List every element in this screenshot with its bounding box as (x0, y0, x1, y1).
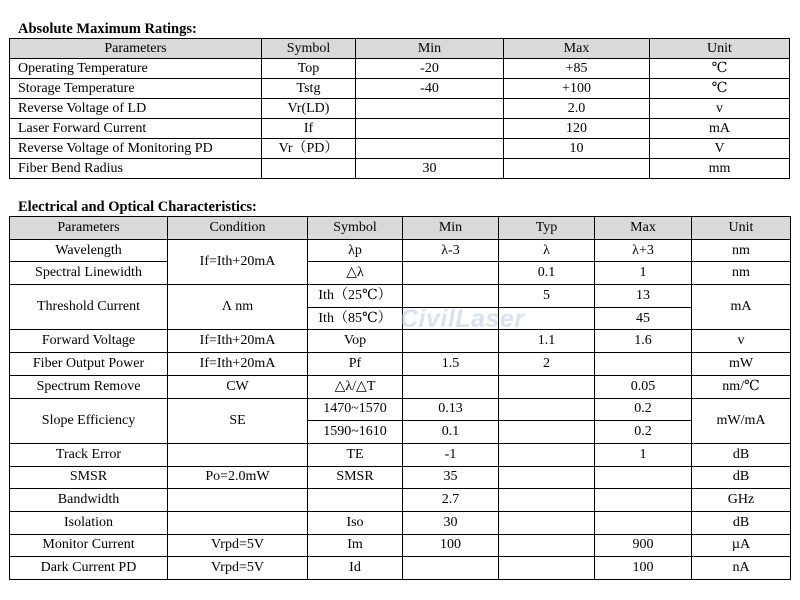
max-cell: 2.0 (504, 99, 650, 119)
param-cell: Reverse Voltage of Monitoring PD (10, 139, 262, 159)
typ-cell (499, 511, 595, 534)
min-cell: -1 (403, 443, 499, 466)
unit-cell: V (650, 139, 790, 159)
symbol-cell: SMSR (308, 466, 403, 489)
abs-max-ratings-table (9, 38, 790, 179)
min-cell: 2.7 (403, 489, 499, 512)
table-row (10, 239, 791, 262)
max-cell: 45 (595, 307, 692, 330)
table-row (10, 79, 790, 99)
condition-cell: CW (168, 375, 308, 398)
param-cell: Monitor Current (10, 534, 168, 557)
unit-cell: nA (692, 557, 791, 580)
symbol-cell: λp (308, 239, 403, 262)
column-header: Min (356, 39, 504, 59)
max-cell (595, 466, 692, 489)
max-cell: 0.2 (595, 398, 692, 421)
symbol-cell: TE (308, 443, 403, 466)
column-header: Max (504, 39, 650, 59)
typ-cell: 2 (499, 353, 595, 376)
column-header: Parameters (10, 39, 262, 59)
symbol-cell: Im (308, 534, 403, 557)
column-header: Symbol (262, 39, 356, 59)
param-cell: Laser Forward Current (10, 119, 262, 139)
watermark-logo: CivilLaser (400, 305, 525, 333)
symbol-cell: Id (308, 557, 403, 580)
symbol-cell: Ith（25℃） (308, 285, 403, 308)
symbol-cell: 1590~1610 (308, 421, 403, 444)
symbol-cell: If (262, 119, 356, 139)
table-row (10, 511, 791, 534)
symbol-cell (308, 489, 403, 512)
symbol-cell: Vr（PD） (262, 139, 356, 159)
table-row (10, 466, 791, 489)
unit-cell: ℃ (650, 59, 790, 79)
typ-cell (499, 307, 595, 330)
eo-characteristics-table (9, 216, 791, 580)
param-cell: Fiber Bend Radius (10, 159, 262, 179)
condition-cell (168, 511, 308, 534)
table-row (10, 375, 791, 398)
param-cell: Threshold Current (10, 285, 168, 330)
min-cell: 30 (356, 159, 504, 179)
symbol-cell: Ith（85℃） (308, 307, 403, 330)
max-cell: λ+3 (595, 239, 692, 262)
max-cell: 10 (504, 139, 650, 159)
min-cell (403, 285, 499, 308)
table-row (10, 159, 790, 179)
min-cell: -20 (356, 59, 504, 79)
typ-cell (499, 534, 595, 557)
symbol-cell: Vr(LD) (262, 99, 356, 119)
unit-cell: µA (692, 534, 791, 557)
max-cell (595, 511, 692, 534)
param-cell: Isolation (10, 511, 168, 534)
min-cell: 0.1 (403, 421, 499, 444)
unit-cell: nm (692, 239, 791, 262)
unit-cell: dB (692, 511, 791, 534)
symbol-cell: Tstg (262, 79, 356, 99)
table-header-row (10, 217, 791, 240)
min-cell: 0.13 (403, 398, 499, 421)
table-row (10, 139, 790, 159)
table-row (10, 59, 790, 79)
typ-cell: 1.1 (499, 330, 595, 353)
condition-cell: If=Ith+20mA (168, 330, 308, 353)
symbol-cell: Pf (308, 353, 403, 376)
eo-characteristics-title: Electrical and Optical Characteristics: (18, 199, 257, 215)
table-row (10, 262, 791, 285)
condition-cell: Po=2.0mW (168, 466, 308, 489)
param-cell: Storage Temperature (10, 79, 262, 99)
max-cell: 0.05 (595, 375, 692, 398)
min-cell (403, 330, 499, 353)
unit-cell: mW/mA (692, 398, 791, 443)
param-cell: Reverse Voltage of LD (10, 99, 262, 119)
max-cell (504, 159, 650, 179)
unit-cell: mA (692, 285, 791, 330)
min-cell: λ-3 (403, 239, 499, 262)
table-header-row (10, 39, 790, 59)
max-cell (595, 353, 692, 376)
min-cell (356, 139, 504, 159)
min-cell (403, 375, 499, 398)
abs-max-ratings-title: Absolute Maximum Ratings: (18, 21, 197, 37)
condition-cell: Vrpd=5V (168, 557, 308, 580)
max-cell: 120 (504, 119, 650, 139)
unit-cell: mm (650, 159, 790, 179)
condition-cell (168, 443, 308, 466)
symbol-cell: △λ/△T (308, 375, 403, 398)
unit-cell: nm/℃ (692, 375, 791, 398)
table-row (10, 489, 791, 512)
symbol-cell: 1470~1570 (308, 398, 403, 421)
param-cell: Operating Temperature (10, 59, 262, 79)
max-cell: +100 (504, 79, 650, 99)
typ-cell: 5 (499, 285, 595, 308)
unit-cell: dB (692, 443, 791, 466)
table-row (10, 557, 791, 580)
symbol-cell: Top (262, 59, 356, 79)
column-header: Condition (168, 217, 308, 240)
unit-cell: v (650, 99, 790, 119)
min-cell (403, 262, 499, 285)
min-cell: 30 (403, 511, 499, 534)
min-cell (356, 99, 504, 119)
max-cell: 0.2 (595, 421, 692, 444)
table-row (10, 330, 791, 353)
max-cell: 1 (595, 262, 692, 285)
column-header: Parameters (10, 217, 168, 240)
param-cell: Track Error (10, 443, 168, 466)
column-header: Max (595, 217, 692, 240)
unit-cell: v (692, 330, 791, 353)
typ-cell (499, 375, 595, 398)
min-cell: 35 (403, 466, 499, 489)
symbol-cell (262, 159, 356, 179)
typ-cell (499, 443, 595, 466)
condition-cell: SE (168, 398, 308, 443)
min-cell: 100 (403, 534, 499, 557)
min-cell: 1.5 (403, 353, 499, 376)
symbol-cell: Vop (308, 330, 403, 353)
typ-cell (499, 398, 595, 421)
column-header: Unit (650, 39, 790, 59)
typ-cell (499, 557, 595, 580)
param-cell: Spectral Linewidth (10, 262, 168, 285)
max-cell: 13 (595, 285, 692, 308)
unit-cell: GHz (692, 489, 791, 512)
param-cell: Forward Voltage (10, 330, 168, 353)
table-row (10, 285, 791, 308)
typ-cell: 0.1 (499, 262, 595, 285)
table-row (10, 353, 791, 376)
table-row (10, 99, 790, 119)
symbol-cell: Iso (308, 511, 403, 534)
table-row (10, 443, 791, 466)
typ-cell (499, 489, 595, 512)
max-cell: 900 (595, 534, 692, 557)
param-cell: Bandwidth (10, 489, 168, 512)
condition-cell: Λ nm (168, 285, 308, 330)
param-cell: Spectrum Remove (10, 375, 168, 398)
min-cell (356, 119, 504, 139)
column-header: Min (403, 217, 499, 240)
min-cell (403, 557, 499, 580)
table-row (10, 119, 790, 139)
column-header: Unit (692, 217, 791, 240)
typ-cell (499, 466, 595, 489)
param-cell: Slope Efficiency (10, 398, 168, 443)
column-header: Symbol (308, 217, 403, 240)
param-cell: Fiber Output Power (10, 353, 168, 376)
min-cell (403, 307, 499, 330)
condition-cell: Vrpd=5V (168, 534, 308, 557)
unit-cell: dB (692, 466, 791, 489)
param-cell: Dark Current PD (10, 557, 168, 580)
table-row (10, 398, 791, 421)
unit-cell: mA (650, 119, 790, 139)
max-cell: 100 (595, 557, 692, 580)
max-cell (595, 489, 692, 512)
condition-cell: If=Ith+20mA (168, 353, 308, 376)
min-cell: -40 (356, 79, 504, 99)
unit-cell: mW (692, 353, 791, 376)
typ-cell: λ (499, 239, 595, 262)
max-cell: 1.6 (595, 330, 692, 353)
symbol-cell: △λ (308, 262, 403, 285)
unit-cell: ℃ (650, 79, 790, 99)
table-row (10, 534, 791, 557)
column-header: Typ (499, 217, 595, 240)
unit-cell: nm (692, 262, 791, 285)
condition-cell: If=Ith+20mA (168, 239, 308, 284)
param-cell: Wavelength (10, 239, 168, 262)
condition-cell (168, 489, 308, 512)
typ-cell (499, 421, 595, 444)
max-cell: 1 (595, 443, 692, 466)
param-cell: SMSR (10, 466, 168, 489)
max-cell: +85 (504, 59, 650, 79)
